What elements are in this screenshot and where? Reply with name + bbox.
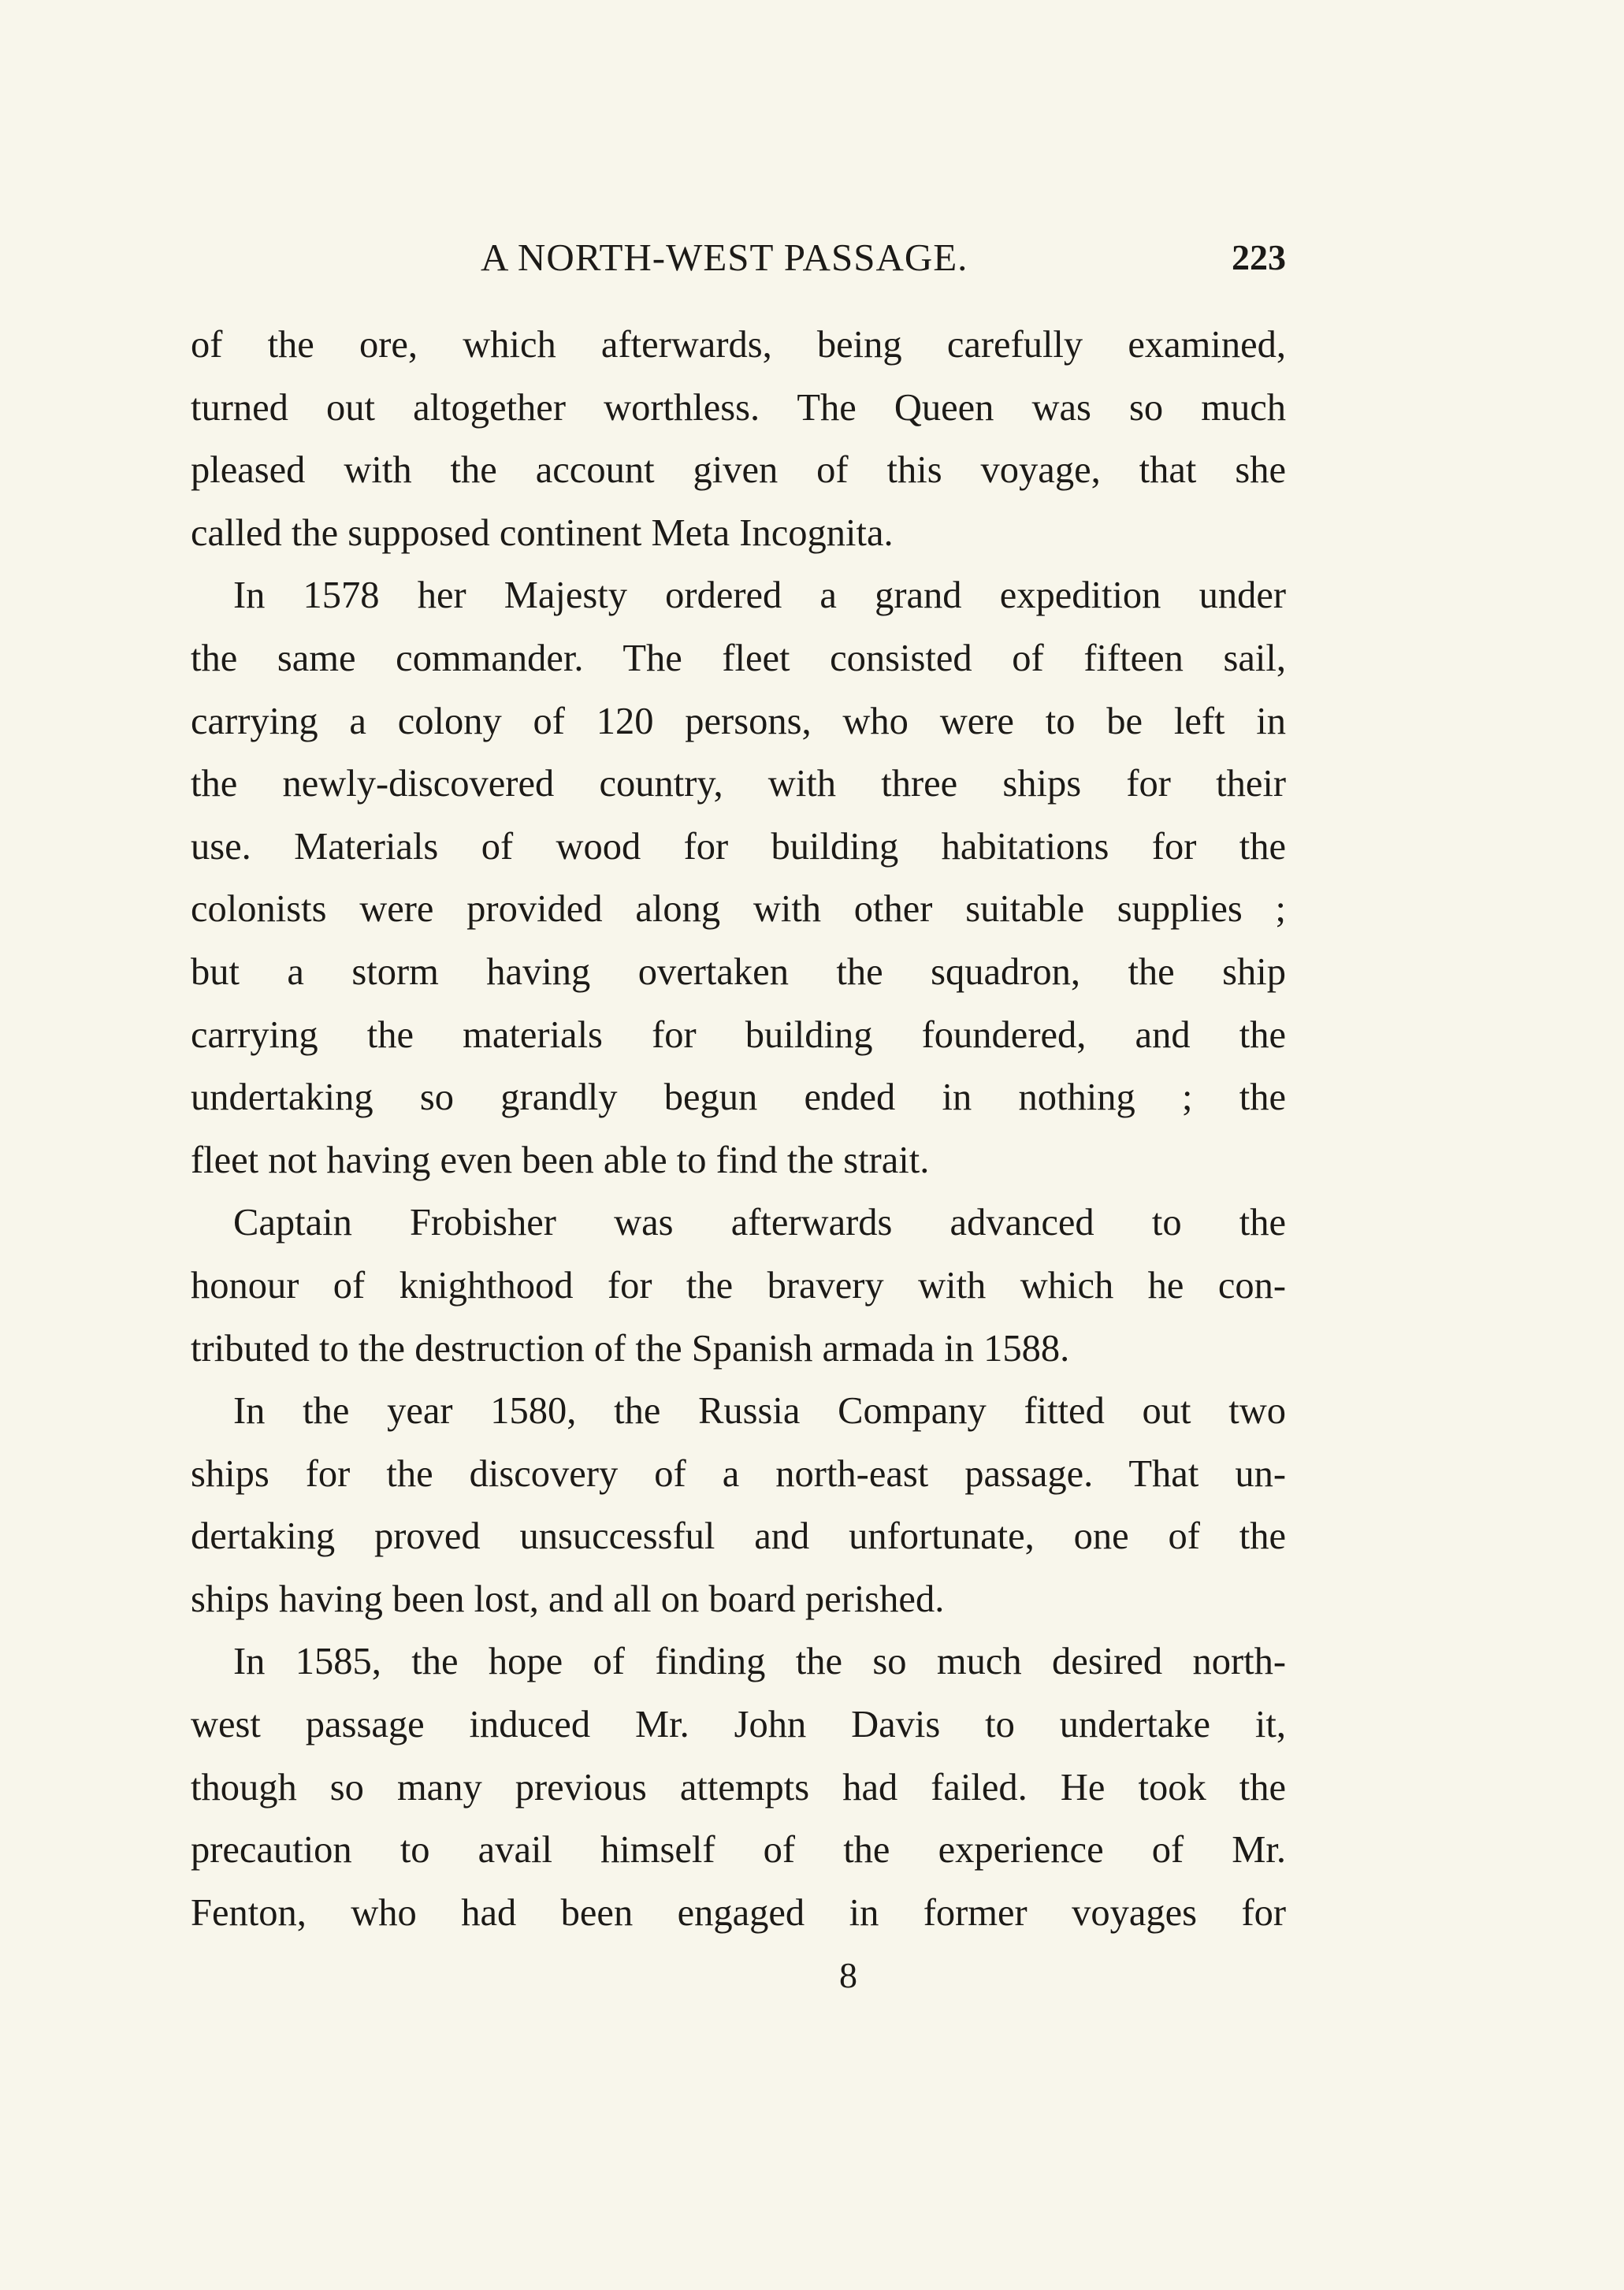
text-line: the newly-discovered country, with three ships for their <box>191 763 1286 805</box>
page-number: 223 <box>1232 237 1286 277</box>
text-line: undertaking so grandly begun ended in nothing ; the <box>191 1076 1286 1119</box>
text-line: turned out altogether worthless. The Queen was so much <box>191 386 1286 429</box>
text-line: ships for the discovery of a north-east passage. That un- <box>191 1452 1286 1495</box>
body-text <box>191 314 1286 1944</box>
text-line: the same commander. The fleet consisted of fifteen sail, <box>191 637 1286 679</box>
text-line: dertaking proved unsuccessful and unfortunate, one of the <box>191 1515 1286 1558</box>
text-line: though so many previous attempts had failed. He took the <box>191 1766 1286 1809</box>
text-line: fleet not having even been able to find the strait. <box>191 1139 930 1181</box>
text-line: called the supposed continent Meta Incognita. <box>191 511 894 554</box>
text-line: precaution to avail himself of the experience of Mr. <box>191 1829 1286 1872</box>
text-line: In the year 1580, the Russia Company fitted out two <box>233 1390 1286 1433</box>
running-head <box>191 230 1286 285</box>
signature-mark: 8 <box>839 1955 857 1995</box>
running-title: A NORTH-WEST PASSAGE. <box>481 236 968 279</box>
text-line: pleased with the account given of this voyage, that she <box>191 449 1286 492</box>
text-line: carrying the materials for building foundered, and the <box>191 1013 1286 1056</box>
text-line: west passage induced Mr. John Davis to undertake it, <box>191 1704 1286 1746</box>
text-line: Captain Frobisher was afterwards advanced to the <box>233 1202 1286 1244</box>
text-line: ships having been lost, and all on board perished. <box>191 1578 945 1620</box>
text-line: colonists were provided along with other suitable supplies ; <box>191 888 1286 931</box>
text-line: tributed to the destruction of the Spanish armada in 1588. <box>191 1327 1070 1370</box>
text-line: of the ore, which afterwards, being carefully examined, <box>191 324 1286 366</box>
text-line: Fenton, who had been engaged in former voyages for <box>191 1891 1286 1934</box>
text-line: but a storm having overtaken the squadron, the ship <box>191 950 1286 993</box>
text-line: In 1585, the hope of finding the so much desired north- <box>233 1641 1286 1683</box>
text-line: honour of knighthood for the bravery with which he con- <box>191 1264 1286 1307</box>
text-line: In 1578 her Majesty ordered a grand expedition under <box>233 574 1286 617</box>
text-line: carrying a colony of 120 persons, who were to be left in <box>191 700 1286 742</box>
text-line: use. Materials of wood for building habitations for the <box>191 825 1286 868</box>
